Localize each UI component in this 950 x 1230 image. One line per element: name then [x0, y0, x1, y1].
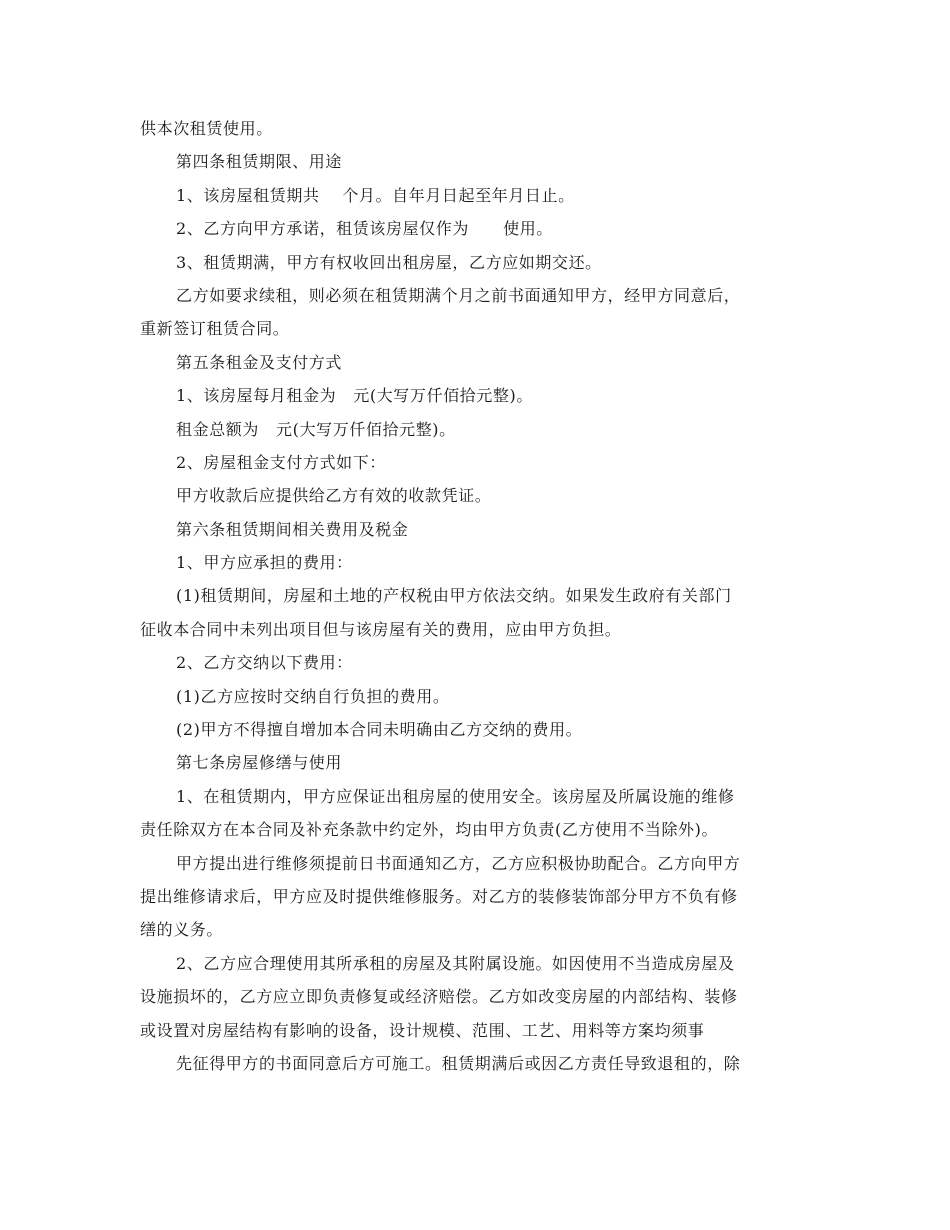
- text-line: 2、乙方应合理使用其所承租的房屋及其附属设施。如因使用不当造成房屋及: [176, 953, 735, 973]
- text-line: 甲方收款后应提供给乙方有效的收款凭证。: [176, 486, 492, 506]
- text-line: 供本次租赁使用。: [140, 119, 273, 138]
- text-line: 2、乙方向甲方承诺，租赁该房屋仅作为 使用。: [176, 219, 553, 239]
- text-line: 2、乙方交纳以下费用：: [176, 653, 353, 673]
- text-line: 责任除双方在本合同及补充条款中约定外，均由甲方负责(乙方使用不当除外)。: [140, 820, 719, 840]
- document-page: [140, 112, 820, 1080]
- text-line: 3、租赁期满，甲方有权收回出租房屋，乙方应如期交还。: [176, 252, 602, 272]
- text-line: 1、甲方应承担的费用：: [176, 553, 353, 573]
- text-line: 1、在租赁期内，甲方应保证出租房屋的使用安全。该房屋及所属设施的维修: [176, 786, 735, 806]
- text-line: 重新签订租赁合同。: [140, 319, 290, 339]
- text-line: 2、房屋租金支付方式如下：: [176, 452, 386, 472]
- text-line: 第五条租金及支付方式: [176, 352, 343, 372]
- text-line: 乙方如要求续租，则必须在租赁期满个月之前书面通知甲方，经甲方同意后，: [176, 285, 741, 305]
- text-line: 或设置对房屋结构有影响的设备，设计规模、范围、工艺、用料等方案均须事: [140, 1020, 705, 1040]
- text-line: 第六条租赁期间相关费用及税金: [176, 519, 409, 539]
- text-line: 缮的义务。: [140, 920, 224, 940]
- text-line: 提出维修请求后，甲方应及时提供维修服务。对乙方的装修装饰部分甲方不负有修: [140, 886, 738, 906]
- text-line: (1)乙方应按时交纳自行负担的费用。: [176, 686, 450, 706]
- text-line: 1、该房屋每月租金为 元(大写万仟佰拾元整)。: [176, 386, 533, 406]
- text-line: 先征得甲方的书面同意后方可施工。租赁期满后或因乙方责任导致退租的，除: [176, 1053, 741, 1073]
- text-line: (2)甲方不得擅自增加本合同未明确由乙方交纳的费用。: [176, 720, 583, 740]
- text-line: 设施损坏的，乙方应立即负责修复或经济赔偿。乙方如改变房屋的内部结构、装修: [140, 987, 738, 1007]
- text-line: 租金总额为 元(大写万仟佰拾元整)。: [176, 419, 456, 439]
- text-line: 甲方提出进行维修须提前日书面通知乙方，乙方应积极协助配合。乙方向甲方: [176, 853, 741, 873]
- text-line: (1)租赁期间，房屋和土地的产权税由甲方依法交纳。如果发生政府有关部门: [176, 586, 732, 606]
- text-line: 第七条房屋修缮与使用: [176, 753, 343, 773]
- text-line: 1、该房屋租赁期共 个月。自年月日起至年月日止。: [176, 185, 575, 205]
- text-line: 征收本合同中未列出项目但与该房屋有关的费用，应由甲方负担。: [140, 619, 622, 639]
- text-line: 第四条租赁期限、用途: [176, 152, 343, 172]
